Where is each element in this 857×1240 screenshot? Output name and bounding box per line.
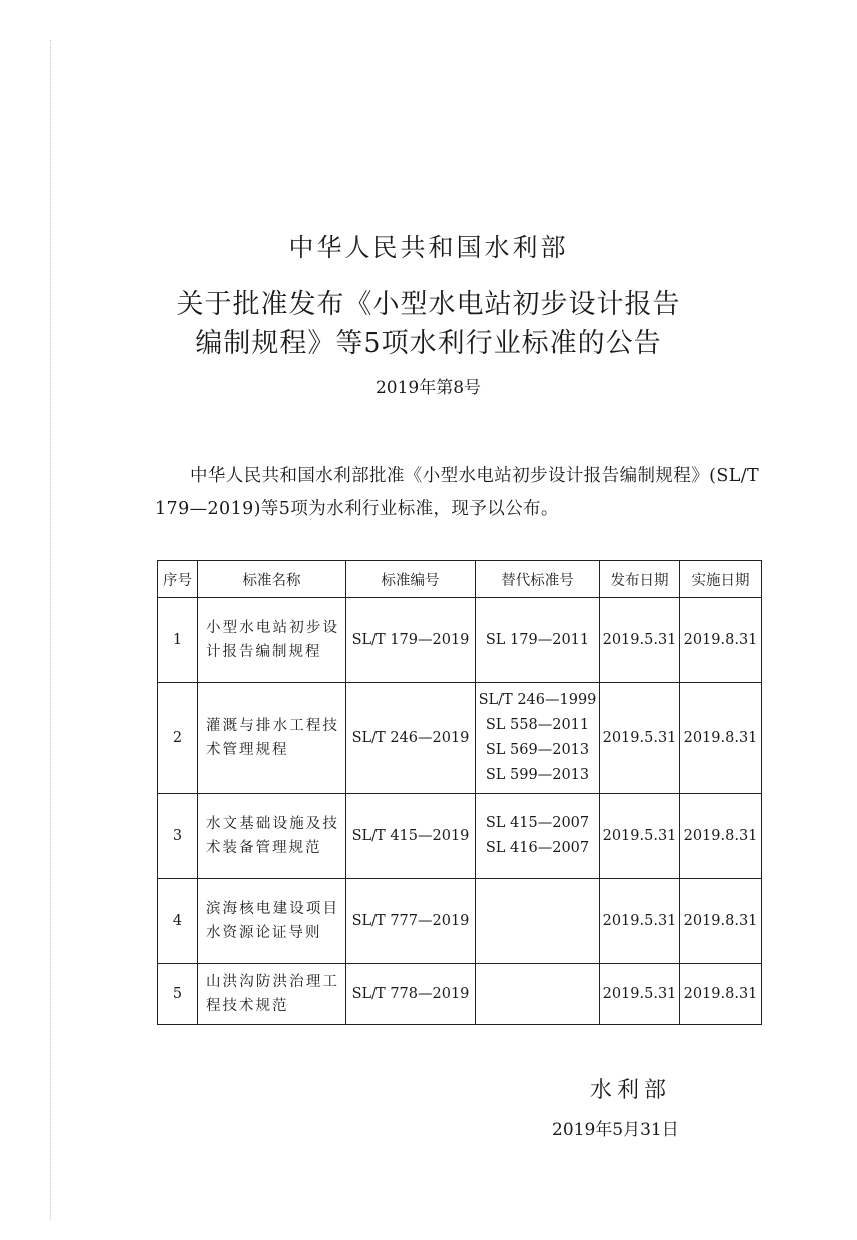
replaced-standards <box>476 598 600 683</box>
publish-date: 2019.5.31 <box>600 794 680 879</box>
replaced-standards <box>476 794 600 879</box>
replaced-standards <box>476 879 600 964</box>
table-row <box>158 879 762 964</box>
replaced-standard: SL 569—2013 <box>485 742 590 758</box>
standard-code: SL/T 246—2019 <box>346 683 476 794</box>
row-index: 5 <box>158 964 198 1025</box>
header-code: 标准编号 <box>346 561 476 598</box>
row-index: 4 <box>158 879 198 964</box>
table-row <box>158 794 762 879</box>
issuing-ministry: 中华人民共和国水利部 <box>288 233 569 262</box>
announcement-number: 2019年第8号 <box>375 378 482 398</box>
publish-date: 2019.5.31 <box>600 964 680 1025</box>
replaced-standard: SL 599—2013 <box>485 767 590 783</box>
standard-name: 滨海核电建设项目水资源论证导则 <box>198 879 346 964</box>
header-effective-date: 实施日期 <box>680 561 762 598</box>
row-index: 1 <box>158 598 198 683</box>
table-header-row <box>158 561 762 598</box>
standard-code: SL/T 415—2019 <box>346 794 476 879</box>
replaced-standard: SL 415—2007 <box>485 815 590 831</box>
standards-table <box>157 560 762 1025</box>
standard-name: 灌溉与排水工程技术管理规程 <box>198 683 346 794</box>
announcement-body: 中华人民共和国水利部批准《小型水电站初步设计报告编制规程》(SL/T 179—2019)等5项为水利行业标准，现予以公布。 <box>155 466 760 519</box>
row-index: 3 <box>158 794 198 879</box>
replaced-standards <box>476 683 600 794</box>
standard-name: 山洪沟防洪治理工程技术规范 <box>198 964 346 1025</box>
standard-code: SL/T 179—2019 <box>346 598 476 683</box>
replaced-standard: SL 179—2011 <box>485 631 590 648</box>
table-row <box>158 964 762 1025</box>
replaced-standard: SL 416—2007 <box>485 840 590 856</box>
table-row <box>158 683 762 794</box>
publish-date: 2019.5.31 <box>600 879 680 964</box>
effective-date: 2019.8.31 <box>680 598 762 683</box>
standard-name: 水文基础设施及技术装备管理规范 <box>198 794 346 879</box>
effective-date: 2019.8.31 <box>680 794 762 879</box>
effective-date: 2019.8.31 <box>680 683 762 794</box>
table-row <box>158 598 762 683</box>
standard-name: 小型水电站初步设计报告编制规程 <box>198 598 346 683</box>
header-replaces: 替代标准号 <box>476 561 600 598</box>
header-name: 标准名称 <box>198 561 346 598</box>
effective-date: 2019.8.31 <box>680 964 762 1025</box>
publish-date: 2019.5.31 <box>600 683 680 794</box>
effective-date: 2019.8.31 <box>680 879 762 964</box>
announcement-title-line2: 编制规程》等5项水利行业标准的公告 <box>195 328 662 359</box>
publish-date: 2019.5.31 <box>600 598 680 683</box>
sign-date: 2019年5月31日 <box>552 1120 679 1140</box>
header-index: 序号 <box>158 561 198 598</box>
replaced-standard: SL/T 246—1999 <box>478 692 597 708</box>
header-publish-date: 发布日期 <box>600 561 680 598</box>
announcement-title-line1: 关于批准发布《小型水电站初步设计报告 <box>176 289 681 320</box>
standard-code: SL/T 778—2019 <box>346 964 476 1025</box>
replaced-standards <box>476 964 600 1025</box>
row-index: 2 <box>158 683 198 794</box>
page-margin-line <box>50 40 51 1220</box>
replaced-standard: SL 558—2011 <box>485 717 590 733</box>
signer: 水利部 <box>590 1078 672 1103</box>
standard-code: SL/T 777—2019 <box>346 879 476 964</box>
